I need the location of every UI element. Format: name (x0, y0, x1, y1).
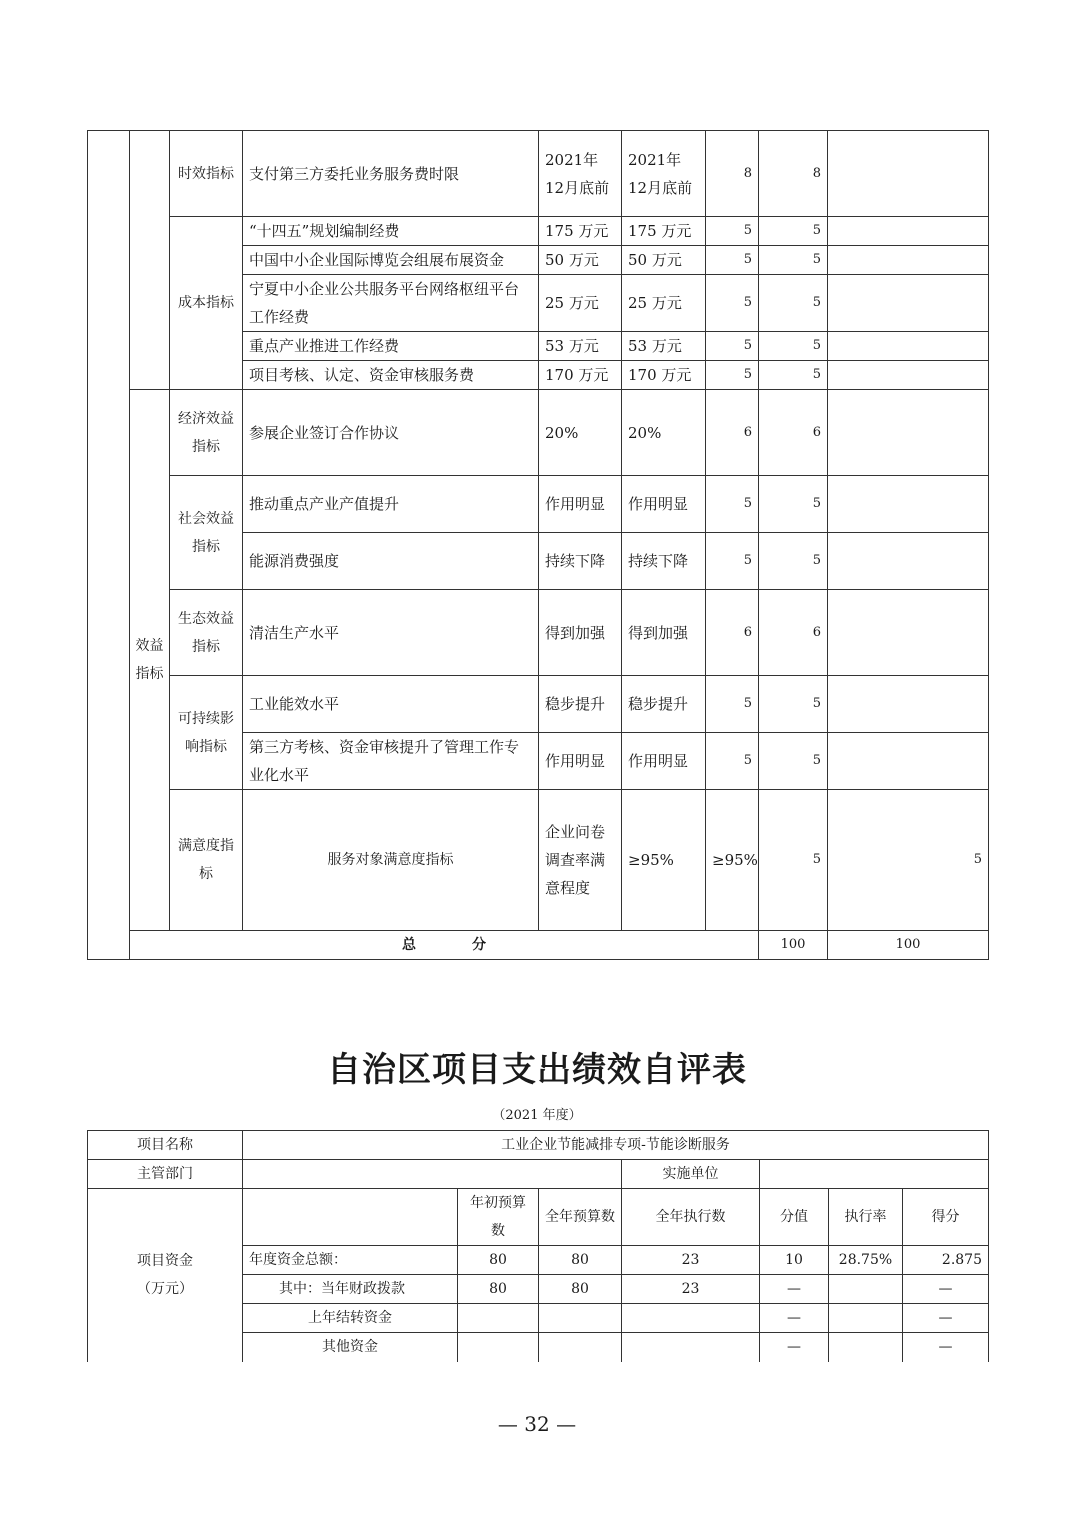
actual-value: 作用明显 (622, 476, 706, 533)
score-value: 5 (759, 332, 828, 361)
indicator-name: 推动重点产业产值提升 (243, 476, 539, 533)
score-value: 6 (759, 390, 828, 476)
actual-value: 稳步提升 (622, 676, 706, 733)
target-value: 170 万元 (539, 361, 622, 390)
project-name-label: 项目名称 (88, 1131, 243, 1160)
dept-value (243, 1160, 622, 1189)
remark-cell (828, 361, 989, 390)
row-label: 年度资金总额： (243, 1246, 458, 1275)
weight-value: 5 (706, 246, 759, 275)
rate-value (829, 1275, 903, 1304)
rate-value (829, 1304, 903, 1333)
actual-value: 53 万元 (622, 332, 706, 361)
weight-value: 8 (706, 131, 759, 217)
budget-table (87, 1130, 989, 1362)
weight-value: 5 (706, 361, 759, 390)
executed-value: 23 (622, 1275, 760, 1304)
impl-label: 实施单位 (622, 1160, 760, 1189)
target-value: 作用明显 (539, 476, 622, 533)
project-name-row (88, 1131, 989, 1160)
table-row (88, 217, 989, 246)
remark-cell (828, 246, 989, 275)
funds-label: 项目资金 (137, 1253, 193, 1270)
remark-cell (828, 590, 989, 676)
indicator-name: 重点产业推进工作经费 (243, 332, 539, 361)
table-row (88, 676, 989, 733)
actual-value: 20% (622, 390, 706, 476)
table-row (88, 590, 989, 676)
target-value: ≥95% (622, 790, 706, 931)
indicator-name: 企业问卷调查率满意程度 (539, 790, 622, 931)
subcategory-satisfaction: 服务对象满意度指标 (243, 790, 539, 931)
remark-cell (828, 390, 989, 476)
score-value: 5 (759, 275, 828, 332)
remark-cell (828, 275, 989, 332)
rate-value (829, 1333, 903, 1362)
score-value: 5 (759, 217, 828, 246)
actual-value: ≥95% (706, 790, 759, 931)
score-value: 5 (759, 361, 828, 390)
actual-value: 170 万元 (622, 361, 706, 390)
weight-value: 5 (759, 790, 828, 931)
project-name-value: 工业企业节能减排专项-节能诊断服务 (243, 1131, 989, 1160)
weight-value: 5 (706, 476, 759, 533)
level2-cell (130, 131, 170, 390)
table-row (88, 131, 989, 217)
target-value: 稳步提升 (539, 676, 622, 733)
executed-value (622, 1304, 760, 1333)
remark-cell (828, 533, 989, 590)
funds-unit: （万元） (137, 1281, 193, 1298)
remark-cell (828, 676, 989, 733)
initial-value: 80 (458, 1246, 539, 1275)
remark-cell (828, 476, 989, 533)
remark-cell (828, 217, 989, 246)
indicator-name: 清洁生产水平 (243, 590, 539, 676)
subcategory-timeliness: 时效指标 (170, 131, 243, 217)
weight-value: 6 (706, 390, 759, 476)
target-value: 25 万元 (539, 275, 622, 332)
actual-value: 2021年12月底前 (622, 131, 706, 217)
weight-value: 5 (706, 733, 759, 790)
initial-value (458, 1304, 539, 1333)
score-value: 8 (759, 131, 828, 217)
table-row (88, 790, 989, 931)
page-title: 自治区项目支出绩效自评表 (327, 1050, 747, 1090)
indicator-name: 工业能效水平 (243, 676, 539, 733)
score-value: 5 (759, 533, 828, 590)
score-value: — (903, 1304, 989, 1333)
remark-cell (828, 332, 989, 361)
executed-value: 23 (622, 1246, 760, 1275)
total-score: 100 (828, 931, 989, 960)
subcategory-social: 社会效益指标 (170, 476, 243, 590)
executed-value (622, 1333, 760, 1362)
target-value: 2021年12月底前 (539, 131, 622, 217)
category-benefit: 效益指标 (130, 390, 170, 931)
subcategory-ecological: 生态效益指标 (170, 590, 243, 676)
indicator-name: 参展企业签订合作协议 (243, 390, 539, 476)
score-value: — (903, 1275, 989, 1304)
total-label (130, 931, 759, 960)
remark-cell (828, 733, 989, 790)
score-value: 5 (759, 246, 828, 275)
weight-value: 5 (706, 533, 759, 590)
score-value: 6 (759, 590, 828, 676)
indicator-name: 项目考核、认定、资金审核服务费 (243, 361, 539, 390)
row-label: 其中：当年财政拨款 (243, 1275, 458, 1304)
category-satisfaction: 满意度指标 (170, 790, 243, 931)
header-score: 得分 (903, 1189, 989, 1246)
dept-label: 主管部门 (88, 1160, 243, 1189)
indicator-name: 第三方考核、资金审核提升了管理工作专业化水平 (243, 733, 539, 790)
remark-cell (828, 131, 989, 217)
full-value (539, 1304, 622, 1333)
actual-value: 175 万元 (622, 217, 706, 246)
total-label-1: 总 (402, 937, 416, 953)
weight-value: 5 (706, 676, 759, 733)
target-value: 53 万元 (539, 332, 622, 361)
total-row (88, 931, 989, 960)
score-value: 2.875 (903, 1246, 989, 1275)
initial-value (458, 1333, 539, 1362)
funds-label-cell (88, 1189, 243, 1362)
actual-value: 得到加强 (622, 590, 706, 676)
row-label: 上年结转资金 (243, 1304, 458, 1333)
weight-value: 5 (706, 275, 759, 332)
weight-value: 6 (706, 590, 759, 676)
indicator-table (87, 130, 989, 960)
rate-value: 28.75% (829, 1246, 903, 1275)
header-blank (243, 1189, 458, 1246)
header-weight: 分值 (760, 1189, 829, 1246)
impl-value (760, 1160, 989, 1189)
full-value: 80 (539, 1275, 622, 1304)
header-rate: 执行率 (829, 1189, 903, 1246)
score-value: 5 (759, 676, 828, 733)
table-row (88, 390, 989, 476)
score-value: 5 (759, 733, 828, 790)
actual-value: 持续下降 (622, 533, 706, 590)
subcategory-cost: 成本指标 (170, 217, 243, 390)
weight-value: — (760, 1333, 829, 1362)
indicator-name: 支付第三方委托业务服务费时限 (243, 131, 539, 217)
indicator-name: 中国中小企业国际博览会组展布展资金 (243, 246, 539, 275)
indicator-name: 宁夏中小企业公共服务平台网络枢纽平台工作经费 (243, 275, 539, 332)
score-value: 5 (828, 790, 989, 931)
score-value: — (903, 1333, 989, 1362)
actual-value: 作用明显 (622, 733, 706, 790)
header-full: 全年预算数 (539, 1189, 622, 1246)
row-label: 其他资金 (243, 1333, 458, 1362)
department-row (88, 1160, 989, 1189)
level1-cell (88, 131, 130, 960)
target-value: 得到加强 (539, 590, 622, 676)
weight-value: — (760, 1275, 829, 1304)
total-label-2: 分 (472, 937, 486, 953)
weight-value: 5 (706, 217, 759, 246)
page-subtitle: （2021 年度） (492, 1108, 582, 1123)
target-value: 50 万元 (539, 246, 622, 275)
page-number: — 32 — (497, 1412, 577, 1436)
header-initial: 年初预算数 (458, 1189, 539, 1246)
score-value: 5 (759, 476, 828, 533)
target-value: 175 万元 (539, 217, 622, 246)
header-executed: 全年执行数 (622, 1189, 760, 1246)
subcategory-sustainable: 可持续影响指标 (170, 676, 243, 790)
full-value: 80 (539, 1246, 622, 1275)
table-row (88, 476, 989, 533)
target-value: 作用明显 (539, 733, 622, 790)
indicator-name: 能源消费强度 (243, 533, 539, 590)
actual-value: 50 万元 (622, 246, 706, 275)
subcategory-economic: 经济效益指标 (170, 390, 243, 476)
total-weight: 100 (759, 931, 828, 960)
weight-value: — (760, 1304, 829, 1333)
weight-value: 10 (760, 1246, 829, 1275)
target-value: 20% (539, 390, 622, 476)
funds-header-row (88, 1189, 989, 1246)
full-value (539, 1333, 622, 1362)
indicator-name: “十四五”规划编制经费 (243, 217, 539, 246)
weight-value: 5 (706, 332, 759, 361)
initial-value: 80 (458, 1275, 539, 1304)
actual-value: 25 万元 (622, 275, 706, 332)
target-value: 持续下降 (539, 533, 622, 590)
